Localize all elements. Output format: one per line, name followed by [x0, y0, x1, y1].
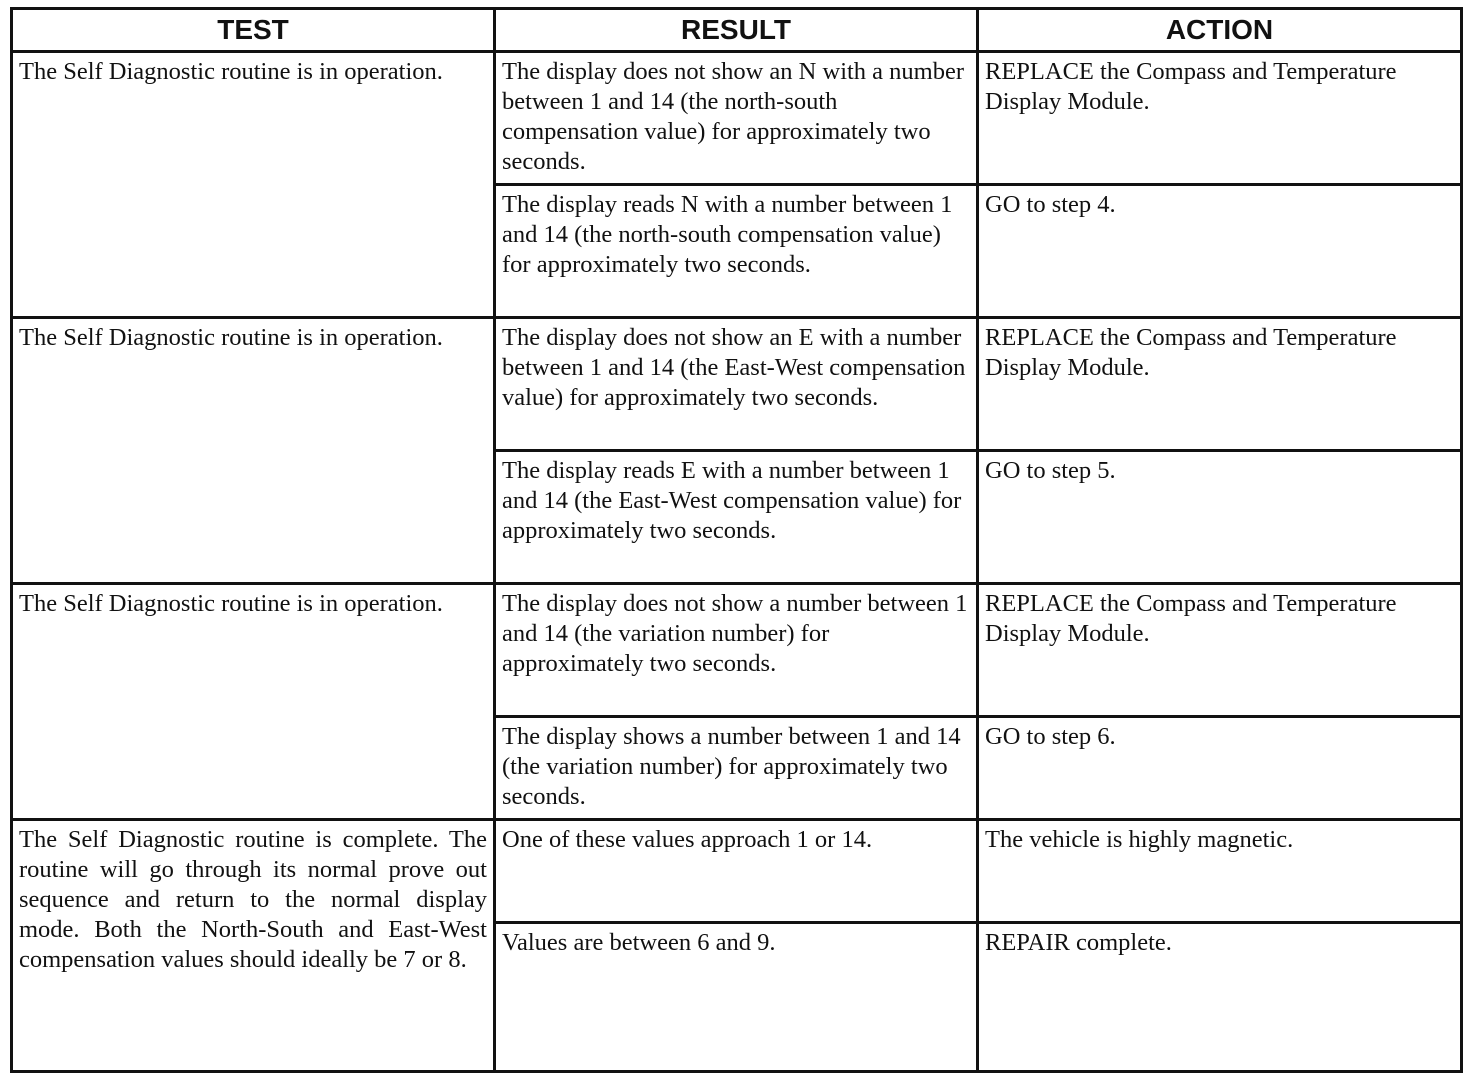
header-test: TEST [12, 9, 495, 52]
table-row [12, 584, 1462, 717]
result-cell: One of these values approach 1 or 14. [495, 820, 978, 923]
action-cell: REPLACE the Compass and Temperature Display Module. [978, 318, 1462, 451]
table-row [12, 318, 1462, 451]
header-row [12, 9, 1462, 52]
action-cell: REPAIR complete. [978, 923, 1462, 1072]
step-number [0, 589, 19, 619]
step-number [0, 57, 19, 87]
diagnostic-table [10, 7, 1463, 1073]
header-result: RESULT [495, 9, 978, 52]
test-text: The Self Diagnostic routine is in operation. [19, 324, 443, 351]
test-text: The Self Diagnostic routine is in operation. [19, 58, 443, 85]
result-cell: The display does not show an E with a number between 1 and 14 (the East-West compensation value) for approximately two seconds. [495, 318, 978, 451]
table-row [12, 52, 1462, 185]
test-cell-step-6 [12, 820, 495, 1072]
action-cell: REPLACE the Compass and Temperature Display Module. [978, 584, 1462, 717]
table-row [12, 820, 1462, 923]
result-cell: The display does not show an N with a number between 1 and 14 (the north-south compensation value) for approximately two seconds. [495, 52, 978, 185]
test-cell-step-4 [12, 318, 495, 584]
test-cell-step-3 [12, 52, 495, 318]
result-cell: The display does not show a number between 1 and 14 (the variation number) for approximately two seconds. [495, 584, 978, 717]
test-text: The Self Diagnostic routine is complete. The routine will go through its normal prove out sequence and return to the normal display mode. Both the North-South and East-West compensation values should ideally be 7 or 8. [19, 826, 487, 973]
step-number [0, 323, 19, 353]
test-cell-step-5 [12, 584, 495, 820]
test-text: The Self Diagnostic routine is in operation. [19, 590, 443, 617]
action-cell: GO to step 6. [978, 717, 1462, 820]
result-cell: Values are between 6 and 9. [495, 923, 978, 1072]
step-number [0, 825, 19, 855]
result-cell: The display reads E with a number between 1 and 14 (the East-West compensation value) for approximately two seconds. [495, 451, 978, 584]
action-cell: GO to step 4. [978, 185, 1462, 318]
result-cell: The display reads N with a number between 1 and 14 (the north-south compensation value) for approximately two seconds. [495, 185, 978, 318]
action-cell: REPLACE the Compass and Temperature Display Module. [978, 52, 1462, 185]
action-cell: GO to step 5. [978, 451, 1462, 584]
result-cell: The display shows a number between 1 and 14 (the variation number) for approximately two seconds. [495, 717, 978, 820]
header-action: ACTION [978, 9, 1462, 52]
action-cell: The vehicle is highly magnetic. [978, 820, 1462, 923]
